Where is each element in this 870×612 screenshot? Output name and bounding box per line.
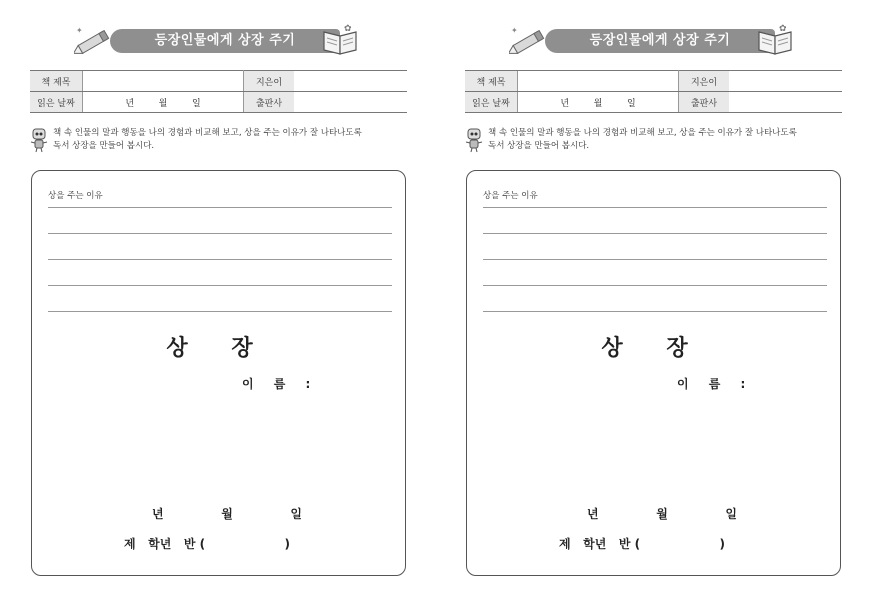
title-banner [511, 24, 787, 56]
svg-text:✿: ✿ [344, 24, 352, 34]
award-title: 상 장 [166, 336, 271, 361]
book-title-label: 책 제목 [30, 71, 83, 92]
worksheet-right [435, 0, 870, 612]
writing-line[interactable] [483, 207, 827, 208]
writing-line[interactable] [48, 311, 392, 312]
award-title: 상 장 [601, 336, 706, 361]
reason-label: 상을 주는 이유 [483, 191, 538, 201]
year-label: 년 [560, 98, 570, 109]
svg-text:✦: ✦ [76, 26, 83, 35]
author-field[interactable] [729, 71, 842, 92]
year-label: 년 [125, 98, 135, 109]
reason-label: 상을 주는 이유 [48, 191, 103, 201]
name-label: 이 름 : [242, 377, 319, 391]
day-label: 일 [290, 507, 302, 521]
svg-text:✦: ✦ [511, 26, 518, 35]
writing-line[interactable] [483, 311, 827, 312]
instruction-line-2: 독서 상장을 만들어 봅시다. [488, 141, 590, 151]
book-info-table [30, 70, 407, 113]
grade-class-line: 제 학년 반 ( ) [124, 537, 290, 551]
read-date-label: 읽은 날짜 [465, 92, 518, 113]
pencil-icon [509, 24, 549, 58]
book-icon [322, 22, 358, 56]
author-label: 지은이 [244, 71, 295, 92]
instruction-text [488, 127, 797, 153]
award-certificate-box [31, 170, 406, 576]
publisher-label: 출판사 [244, 92, 295, 113]
instruction-line-1: 책 속 인물의 말과 행동을 나의 경험과 비교해 보고, 상을 주는 이유가 잘 나타나도록 [488, 128, 797, 138]
publisher-field[interactable] [729, 92, 842, 113]
page-title: 등장인물에게 상장 주기 [154, 33, 296, 48]
read-date-field[interactable] [518, 92, 679, 113]
month-label: 월 [158, 98, 168, 109]
read-date-label: 읽은 날짜 [30, 92, 83, 113]
award-date [587, 505, 737, 522]
writing-line[interactable] [483, 233, 827, 234]
book-icon [757, 22, 793, 56]
read-date-field[interactable] [83, 92, 244, 113]
instruction-line-2: 독서 상장을 만들어 봅시다. [53, 141, 155, 151]
book-info-table [465, 70, 842, 113]
book-title-field[interactable] [83, 71, 244, 92]
author-label: 지은이 [679, 71, 730, 92]
svg-text:✿: ✿ [779, 24, 787, 34]
name-label: 이 름 : [677, 377, 754, 391]
day-label: 일 [725, 507, 737, 521]
award-certificate-box [466, 170, 841, 576]
instruction-line-1: 책 속 인물의 말과 행동을 나의 경험과 비교해 보고, 상을 주는 이유가 잘 나타나도록 [53, 128, 362, 138]
publisher-label: 출판사 [679, 92, 730, 113]
title-banner [76, 24, 352, 56]
day-label: 일 [191, 98, 201, 109]
month-label: 월 [656, 507, 668, 521]
publisher-field[interactable] [294, 92, 407, 113]
robot-icon [30, 127, 48, 153]
grade-class-line: 제 학년 반 ( ) [559, 537, 725, 551]
page-title: 등장인물에게 상장 주기 [589, 33, 731, 48]
book-title-field[interactable] [518, 71, 679, 92]
year-label: 년 [152, 507, 164, 521]
writing-line[interactable] [48, 233, 392, 234]
writing-line[interactable] [48, 259, 392, 260]
instruction-text [53, 127, 362, 153]
writing-line[interactable] [48, 285, 392, 286]
writing-line[interactable] [483, 259, 827, 260]
writing-line[interactable] [48, 207, 392, 208]
day-label: 일 [626, 98, 636, 109]
pencil-icon [74, 24, 114, 58]
month-label: 월 [593, 98, 603, 109]
award-date [152, 505, 302, 522]
author-field[interactable] [294, 71, 407, 92]
writing-line[interactable] [483, 285, 827, 286]
book-title-label: 책 제목 [465, 71, 518, 92]
year-label: 년 [587, 507, 599, 521]
robot-icon [465, 127, 483, 153]
month-label: 월 [221, 507, 233, 521]
